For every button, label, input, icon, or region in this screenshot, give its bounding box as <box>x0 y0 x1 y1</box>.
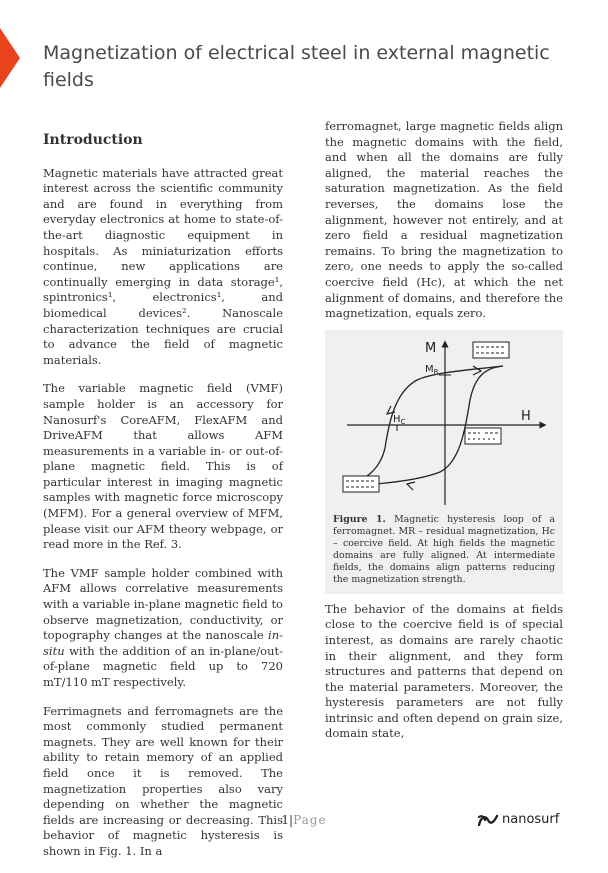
intro-heading: Introduction <box>43 132 143 148</box>
m-axis-label: M <box>425 340 437 356</box>
domain-box-intermediate <box>465 428 501 444</box>
h-axis-label: H <box>521 408 531 424</box>
right-column <box>325 119 563 755</box>
left-paragraph-1: Magnetic materials have attracted great interest across the scientific community and are found in everything from everyday electronics at home to state-of-the-art diagnostic equipment in hospitals. As miniaturization efforts continue, new applications are continually emerging in data storage¹, spintronics¹, electronics¹, and biomedical devices². Nanoscale characterization techniques are crucial to advance the field of magnetic materials. <box>43 165 283 367</box>
lower-branch-curve <box>347 363 503 486</box>
hc-label: $H_C$ <box>393 413 406 426</box>
page-word: Page <box>293 813 327 827</box>
p3-text-b: with the addition of an in-plane/out-of-plane magnetic field up to 720 mT/110 mT respectively. <box>43 643 283 689</box>
left-paragraph-2: The variable magnetic field (VMF) sample holder is an accessory for Nanosurf's CoreAFM, FlexAFM and DriveAFM that allows AFM measurements in a variable in- or out-of-plane magnetic field. This is of particular interest in imaging magnetic samples with magnetic force microscopy (MFM). For a general overview of MFM, please visit our AFM theory webpage, or read more in the Ref. 3. <box>43 381 283 552</box>
left-paragraph-3 <box>43 566 283 691</box>
page-number: 1 <box>281 813 290 827</box>
brand-name: nanosurf <box>502 812 560 827</box>
arrow-top <box>473 366 481 375</box>
left-paragraph-4: Ferrimagnets and ferromagnets are the most commonly studied permanent magnets. They are well known for their ability to retain memory of an applied field once it is removed. The magnetization properties also vary depending on whether the magnetic fields are increasing or decreasing. This behavior of magnetic hysteresis is shown in Fig. 1. In a <box>43 703 283 858</box>
p3-text-a: The VMF sample holder combined with AFM allows correlative measurements with a variable in-plane magnetic field to observe magnetization, conductivity, or topography changes at the nanoscale <box>43 565 283 643</box>
nanosurf-logo-icon <box>478 814 498 826</box>
right-paragraph-2: The behavior of the domains at fields close to the coercive field is of special interest, as domains are rarely chaotic in their alignment, and they form structures and patterns that depend on the material parameters. Moreover, the hysteresis parameters are not fully intrinsic and often depend on grain size, domain state, <box>325 601 563 741</box>
caption-text: Magnetic hysteresis loop of a ferromagnet. MR – residual magnetization, Hc – coercive field. At high fields the magnetic domains are fully aligned. At intermediate fields, the domains align patterns reducing the magnetization strength. <box>333 513 556 585</box>
upper-branch-curve <box>347 363 503 486</box>
in-situ-italic: in-situ <box>43 628 283 658</box>
mr-label: $M_R$ <box>425 363 439 376</box>
arrow-bottom <box>407 482 415 490</box>
nanosurf-logo <box>478 812 559 827</box>
left-column <box>43 133 283 873</box>
corner-accent-shape <box>0 28 20 88</box>
domain-box-saturated-positive <box>473 342 509 358</box>
figure-1 <box>325 330 563 594</box>
right-paragraph-1: ferromagnet, large magnetic fields align the magnetic domains with the field, and when all the domains are fully aligned, the material reaches the saturation magnetization. As the field reverses, the domains lose the alignment, however not entirely, and at zero field a residual magnetization remains. To bring the magnetization to zero, one needs to apply the so-called coercive field (Hc), at which the net alignment of domains, and therefore the magnetization, equals zero. <box>325 119 563 321</box>
caption-label: Figure 1. <box>333 513 386 525</box>
page-title: Magnetization of electrical steel in external magnetic fields <box>43 42 550 91</box>
domain-box-saturated-negative <box>343 476 379 492</box>
page-separator: | <box>289 813 294 827</box>
hysteresis-diagram <box>325 330 563 510</box>
figure-caption <box>325 510 563 586</box>
